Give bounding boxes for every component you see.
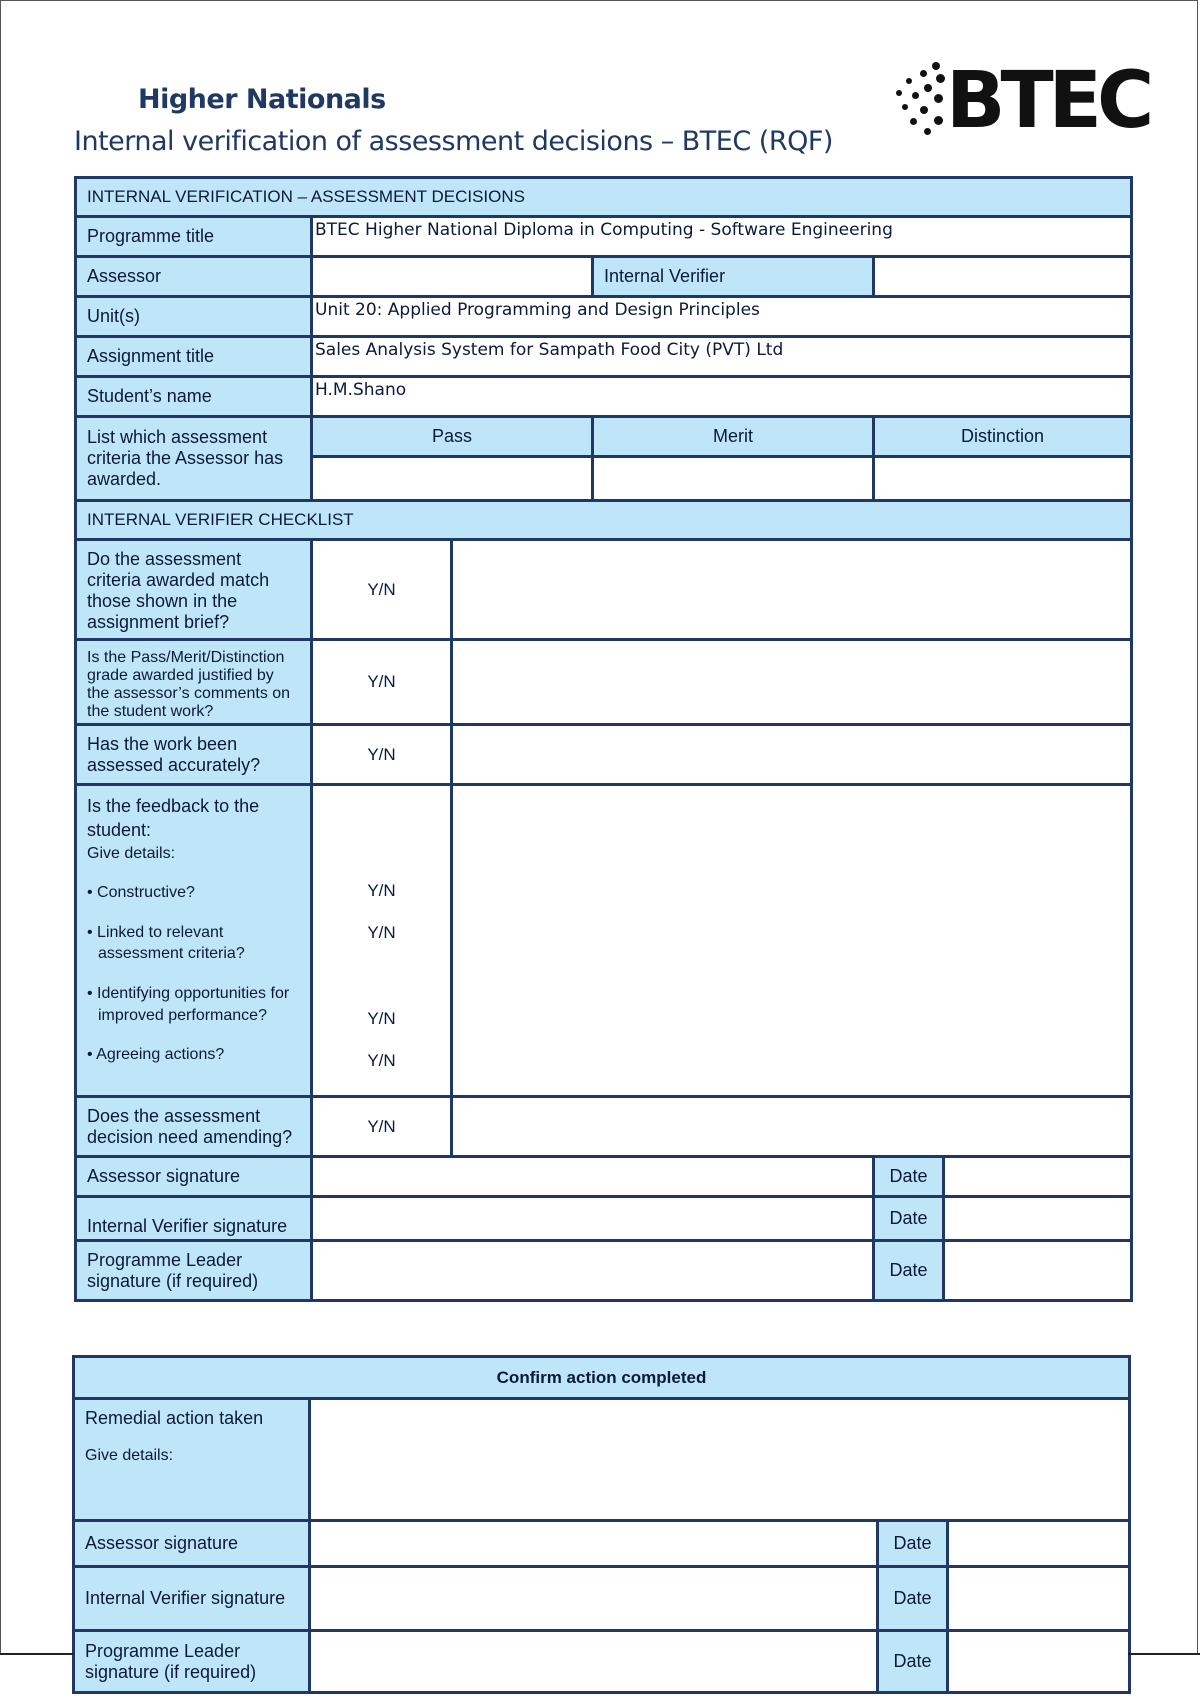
confirm-title: Confirm action completed	[74, 1357, 1130, 1399]
verifier-signature-field[interactable]	[312, 1197, 874, 1241]
remedial-action-field[interactable]	[310, 1399, 1130, 1521]
unit-value[interactable]: Unit 20: Applied Programming and Design Principles	[312, 297, 1132, 337]
q4-item-agreeing: • Agreeing actions?	[87, 1046, 225, 1064]
internal-verifier-label: Internal Verifier	[593, 257, 874, 297]
checklist-q1: Do the assessment criteria awarded match those shown in the assignment brief?	[76, 540, 312, 640]
assessor-signature-field[interactable]	[312, 1157, 874, 1197]
q4-item-linked: • Linked to relevant assessment criteria?	[87, 923, 245, 963]
assessor-label: Assessor	[76, 257, 312, 297]
confirm-leader-date-label: Date	[878, 1631, 948, 1693]
student-name-value[interactable]: H.M.Shano	[312, 377, 1132, 417]
leader-signature-field[interactable]	[312, 1241, 874, 1301]
confirm-assessor-date-label: Date	[878, 1521, 948, 1567]
confirm-assessor-signature-label: Assessor signature	[74, 1521, 310, 1567]
q4-title: Is the feedback to the student:	[87, 796, 260, 841]
q4-item-constructive: • Constructive?	[87, 884, 195, 902]
assessor-date-label: Date	[874, 1157, 944, 1197]
verifier-date-field[interactable]	[944, 1197, 1132, 1241]
programme-value[interactable]: BTEC Higher National Diploma in Computing - Software Engineering	[312, 217, 1132, 257]
q5-yn[interactable]: Y/N	[312, 1097, 452, 1157]
q4-yn-constructive[interactable]: Y/N	[367, 881, 396, 900]
verifier-date-label: Date	[874, 1197, 944, 1241]
pass-header: Pass	[312, 417, 593, 457]
page-break-line-right	[1128, 1653, 1200, 1655]
confirm-verifier-signature-field[interactable]	[310, 1567, 878, 1631]
confirm-leader-date-field[interactable]	[948, 1631, 1130, 1693]
q4-yn-linked[interactable]: Y/N	[367, 923, 396, 942]
leader-date-label: Date	[874, 1241, 944, 1301]
unit-label: Unit(s)	[76, 297, 312, 337]
criteria-awarded-label: List which assessment criteria the Assessor has awarded.	[76, 417, 312, 501]
student-name-label: Student’s name	[76, 377, 312, 417]
assignment-title-label: Assignment title	[76, 337, 312, 377]
leader-signature-label: Programme Leader signature (if required)	[76, 1241, 312, 1301]
assignment-title-value[interactable]: Sales Analysis System for Sampath Food City (PVT) Ltd	[312, 337, 1132, 377]
checklist-q2: Is the Pass/Merit/Distinction grade awarded justified by the assessor’s comments on the student work?	[76, 640, 312, 725]
confirm-verifier-date-label: Date	[878, 1567, 948, 1631]
assessor-field[interactable]	[312, 257, 593, 297]
confirm-assessor-signature-field[interactable]	[310, 1521, 878, 1567]
leader-date-field[interactable]	[944, 1241, 1132, 1301]
confirm-assessor-date-field[interactable]	[948, 1521, 1130, 1567]
confirm-verifier-date-field[interactable]	[948, 1567, 1130, 1631]
distinction-header: Distinction	[874, 417, 1132, 457]
assessor-signature-label: Assessor signature	[76, 1157, 312, 1197]
remedial-action-label	[74, 1399, 310, 1521]
checklist-q3: Has the work been assessed accurately?	[76, 725, 312, 785]
checklist-q4	[76, 785, 312, 1097]
q4-yn-agreeing[interactable]: Y/N	[367, 1051, 396, 1070]
q3-yn[interactable]: Y/N	[312, 725, 452, 785]
q4-item-opportunities: • Identifying opportunities for improved performance?	[87, 984, 290, 1024]
q4-give-details: Give details:	[87, 844, 176, 862]
q1-comments[interactable]	[452, 540, 1132, 640]
confirm-leader-signature-field[interactable]	[310, 1631, 878, 1693]
q3-comments[interactable]	[452, 725, 1132, 785]
checklist-q5: Does the assessment decision need amending?	[76, 1097, 312, 1157]
verifier-signature-label: Internal Verifier signature	[76, 1197, 312, 1241]
merit-field[interactable]	[593, 457, 874, 501]
logo-text: BTEC	[946, 56, 1150, 146]
decisions-section-title: INTERNAL VERIFICATION – ASSESSMENT DECISIONS	[76, 178, 1132, 217]
q5-comments[interactable]	[452, 1097, 1132, 1157]
pass-field[interactable]	[312, 457, 593, 501]
page-subtitle: Internal verification of assessment decisions – BTEC (RQF)	[74, 126, 833, 157]
confirm-verifier-signature-label: Internal Verifier signature	[74, 1567, 310, 1631]
remedial-give-details: Give details:	[85, 1447, 174, 1464]
q4-comments[interactable]	[452, 785, 1132, 1097]
confirm-action-table	[72, 1355, 1131, 1694]
checklist-section-title: INTERNAL VERIFIER CHECKLIST	[76, 501, 1132, 540]
programme-label: Programme title	[76, 217, 312, 257]
q2-comments[interactable]	[452, 640, 1132, 725]
assessor-date-field[interactable]	[944, 1157, 1132, 1197]
distinction-field[interactable]	[874, 457, 1132, 501]
q4-yn-opportunities[interactable]: Y/N	[367, 1009, 396, 1028]
verification-table	[74, 176, 1133, 1302]
confirm-leader-signature-label: Programme Leader signature (if required)	[74, 1631, 310, 1693]
remedial-action-title: Remedial action taken	[85, 1408, 264, 1428]
q4-yn-cell	[312, 785, 452, 1097]
q2-yn[interactable]: Y/N	[312, 640, 452, 725]
page-title: Higher Nationals	[138, 84, 386, 115]
page-break-line-left	[0, 1653, 74, 1655]
q1-yn[interactable]: Y/N	[312, 540, 452, 640]
merit-header: Merit	[593, 417, 874, 457]
internal-verifier-field[interactable]	[874, 257, 1132, 297]
btec-logo	[896, 56, 1150, 146]
